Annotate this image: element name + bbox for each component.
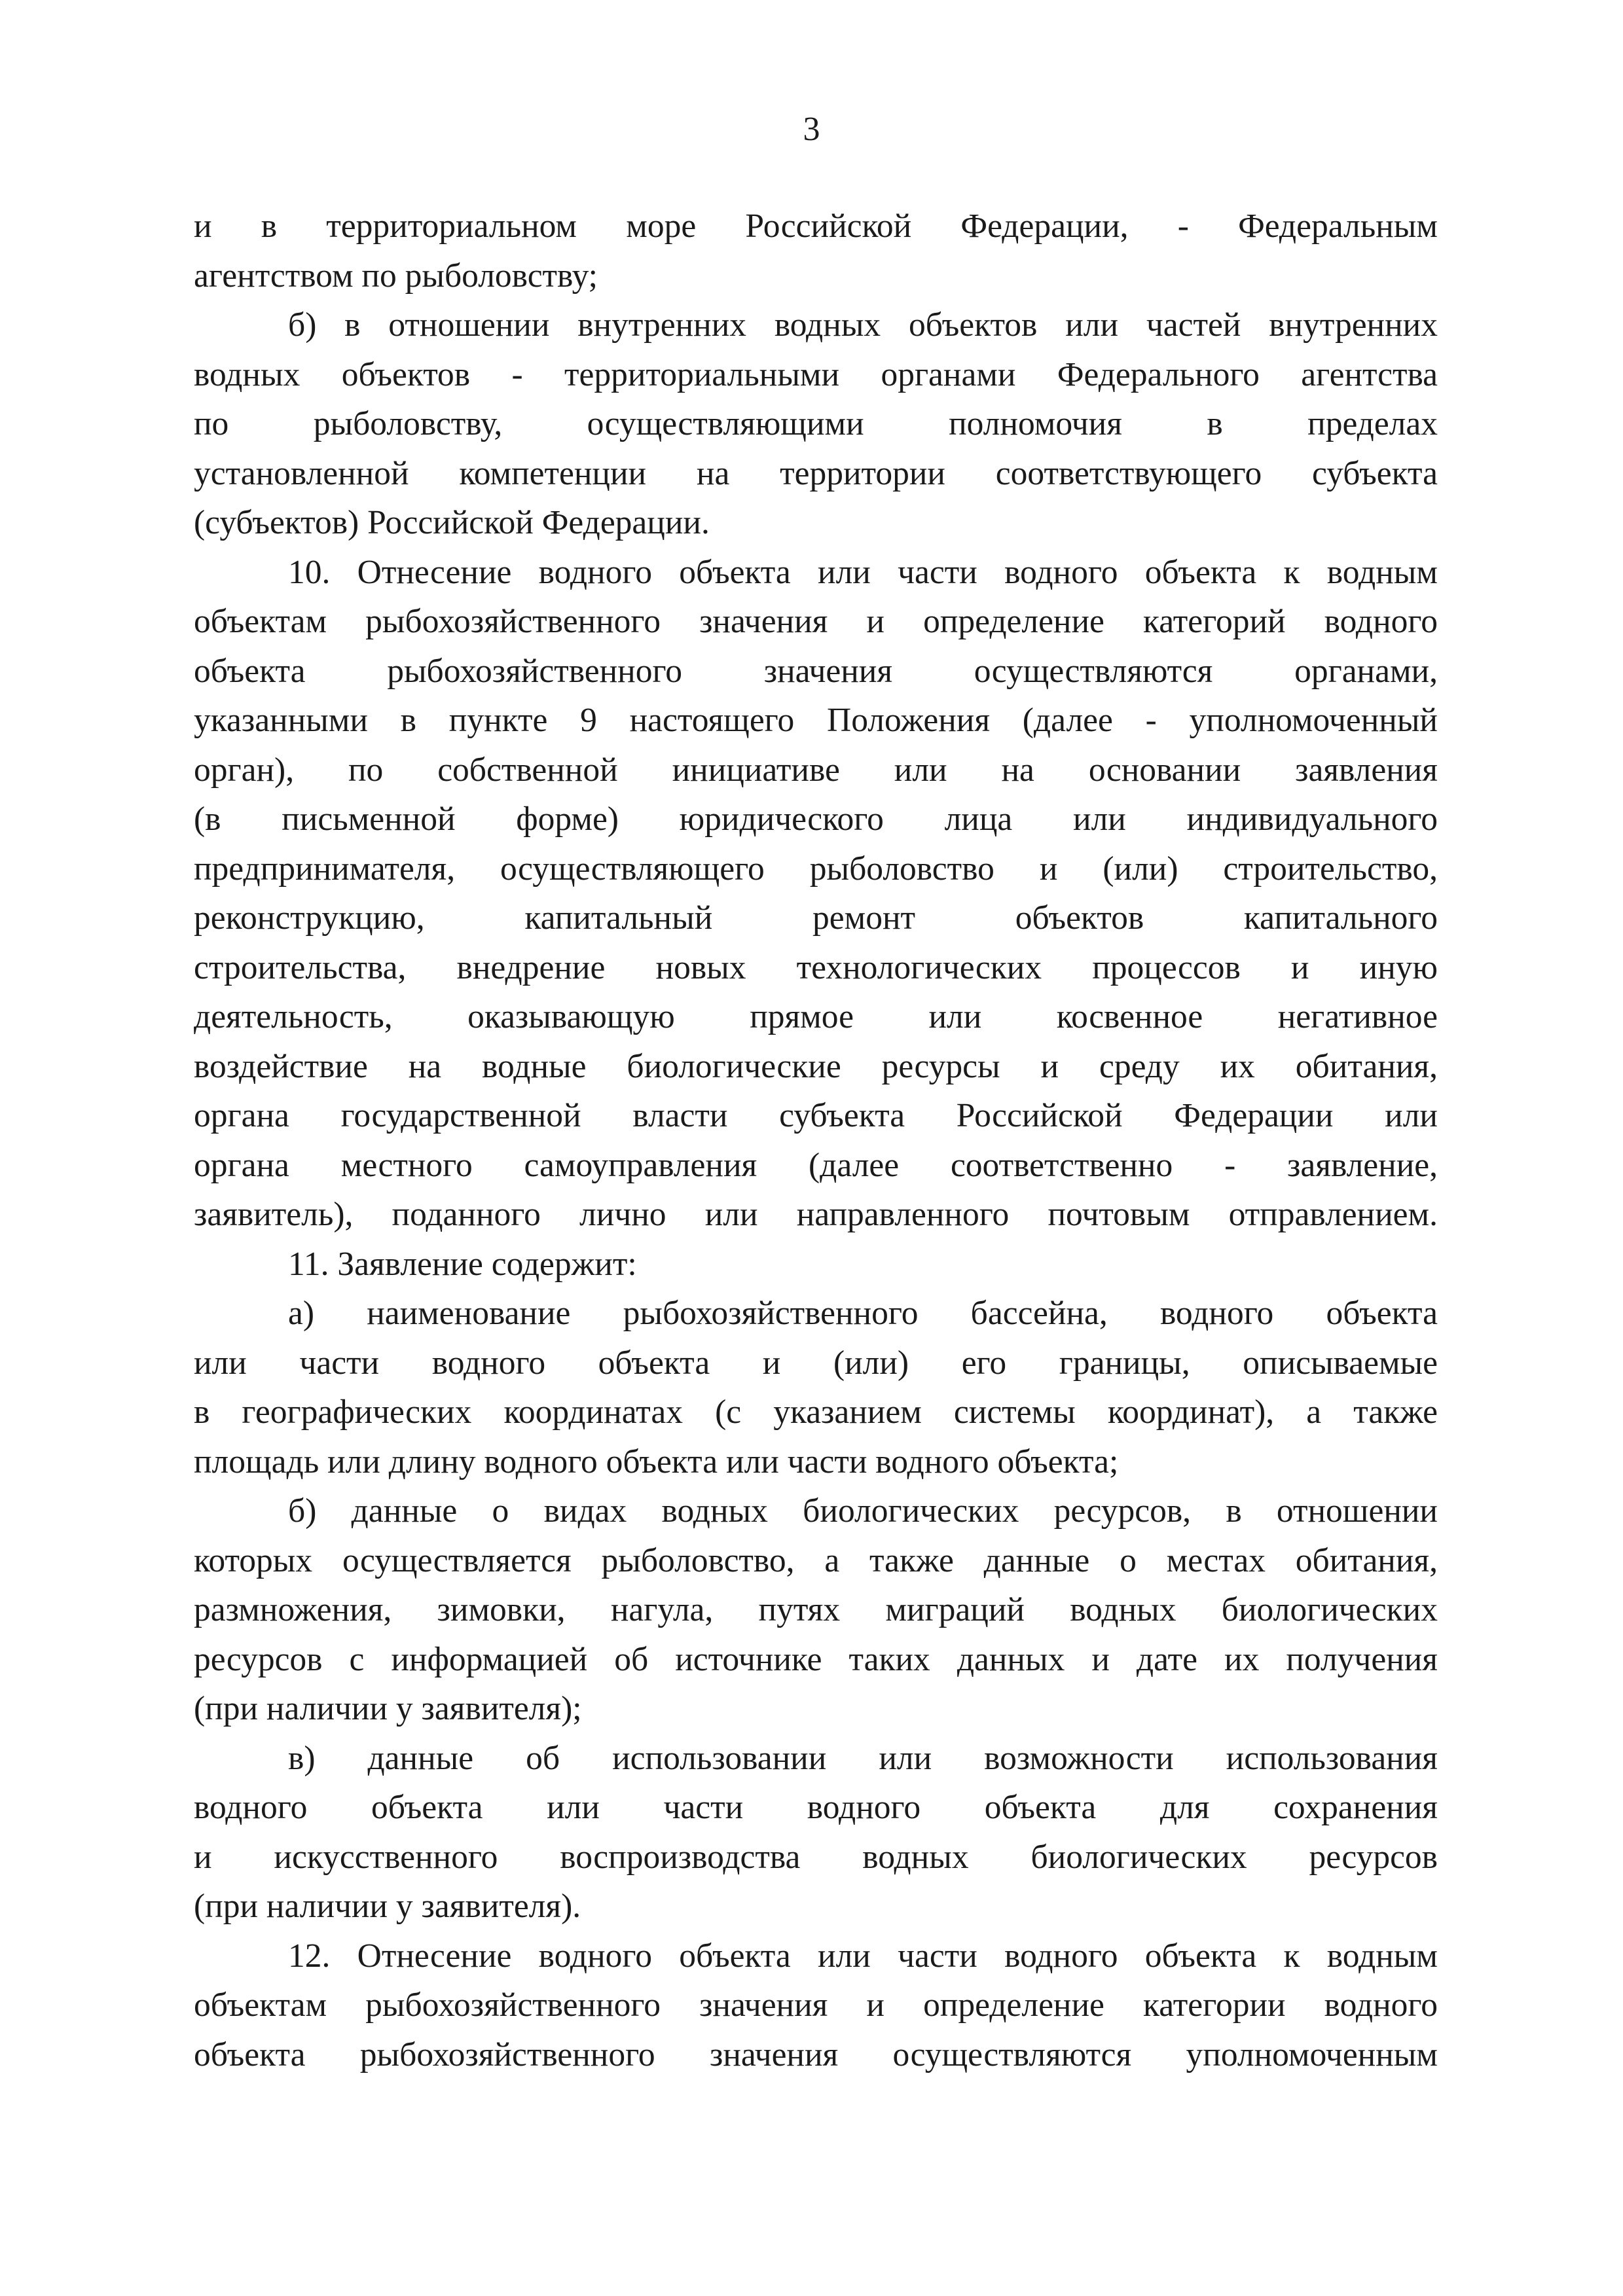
text-line: орган), по собственной инициативе или на основании заявления (194, 751, 1438, 789)
text-line: размножения, зимовки, нагула, путях миграций водных биологических (194, 1591, 1438, 1628)
text-line: водных объектов - территориальными органами Федерального агентства (194, 355, 1438, 393)
text-line: а) наименование рыбохозяйственного бассейна, водного объекта (288, 1295, 1438, 1332)
document-body (194, 202, 1438, 2079)
text-line: б) в отношении внутренних водных объектов или частей внутренних (288, 306, 1438, 344)
text-line: или части водного объекта и (или) его границы, описываемые (194, 1344, 1438, 1382)
text-line: заявитель), поданного лично или направленного почтовым отправлением. (194, 1196, 1438, 1233)
text-line: б) данные о видах водных биологических ресурсов, в отношении (288, 1492, 1438, 1530)
text-line: (при наличии у заявителя). (194, 1888, 581, 1925)
text-line: реконструкцию, капитальный ремонт объектов капитального (194, 899, 1438, 937)
text-line: водного объекта или части водного объекта для сохранения (194, 1789, 1438, 1826)
text-line: ресурсов с информацией об источнике таких данных и дате их получения (194, 1640, 1438, 1678)
text-line: объекта рыбохозяйственного значения осуществляются органами, (194, 652, 1438, 690)
text-line: установленной компетенции на территории соответствующего субъекта (194, 454, 1438, 492)
text-line: (в письменной форме) юридического лица или индивидуального (194, 800, 1438, 838)
text-line: (субъектов) Российской Федерации. (194, 504, 710, 541)
text-line: строительства, внедрение новых технологических процессов и иную (194, 948, 1438, 986)
text-line: 10. Отнесение водного объекта или части водного объекта к водным (288, 553, 1438, 591)
text-line: агентством по рыболовству; (194, 257, 598, 295)
text-line: объекта рыбохозяйственного значения осуществляются уполномоченным (194, 2036, 1438, 2073)
text-line: и в территориальном море Российской Федерации, - Федеральным (194, 207, 1438, 245)
text-line: (при наличии у заявителя); (194, 1690, 582, 1727)
text-line: указанными в пункте 9 настоящего Положения (далее - уполномоченный (194, 702, 1438, 739)
text-line: в географических координатах (с указанием системы координат), а также (194, 1393, 1438, 1431)
text-line: деятельность, оказывающую прямое или косвенное негативное (194, 998, 1438, 1035)
text-line: и искусственного воспроизводства водных биологических ресурсов (194, 1838, 1438, 1876)
text-line: воздействие на водные биологические ресурсы и среду их обитания, (194, 1047, 1438, 1085)
text-line: в) данные об использовании или возможности использования (288, 1739, 1438, 1777)
text-line: площадь или длину водного объекта или части водного объекта; (194, 1443, 1119, 1480)
text-line: органа местного самоуправления (далее соответственно - заявление, (194, 1146, 1438, 1184)
text-line: объектам рыбохозяйственного значения и определение категории водного (194, 1986, 1438, 2024)
page-number: 3 (803, 111, 820, 148)
text-line: по рыболовству, осуществляющими полномочия в пределах (194, 405, 1438, 442)
text-line: объектам рыбохозяйственного значения и определение категорий водного (194, 603, 1438, 640)
text-line: органа государственной власти субъекта Российской Федерации или (194, 1097, 1438, 1134)
text-line: 11. Заявление содержит: (288, 1245, 637, 1283)
text-line: которых осуществляется рыболовство, а также данные о местах обитания, (194, 1541, 1438, 1579)
text-line: 12. Отнесение водного объекта или части водного объекта к водным (288, 1937, 1438, 1975)
text-line: предпринимателя, осуществляющего рыболовство и (или) строительство, (194, 850, 1438, 888)
